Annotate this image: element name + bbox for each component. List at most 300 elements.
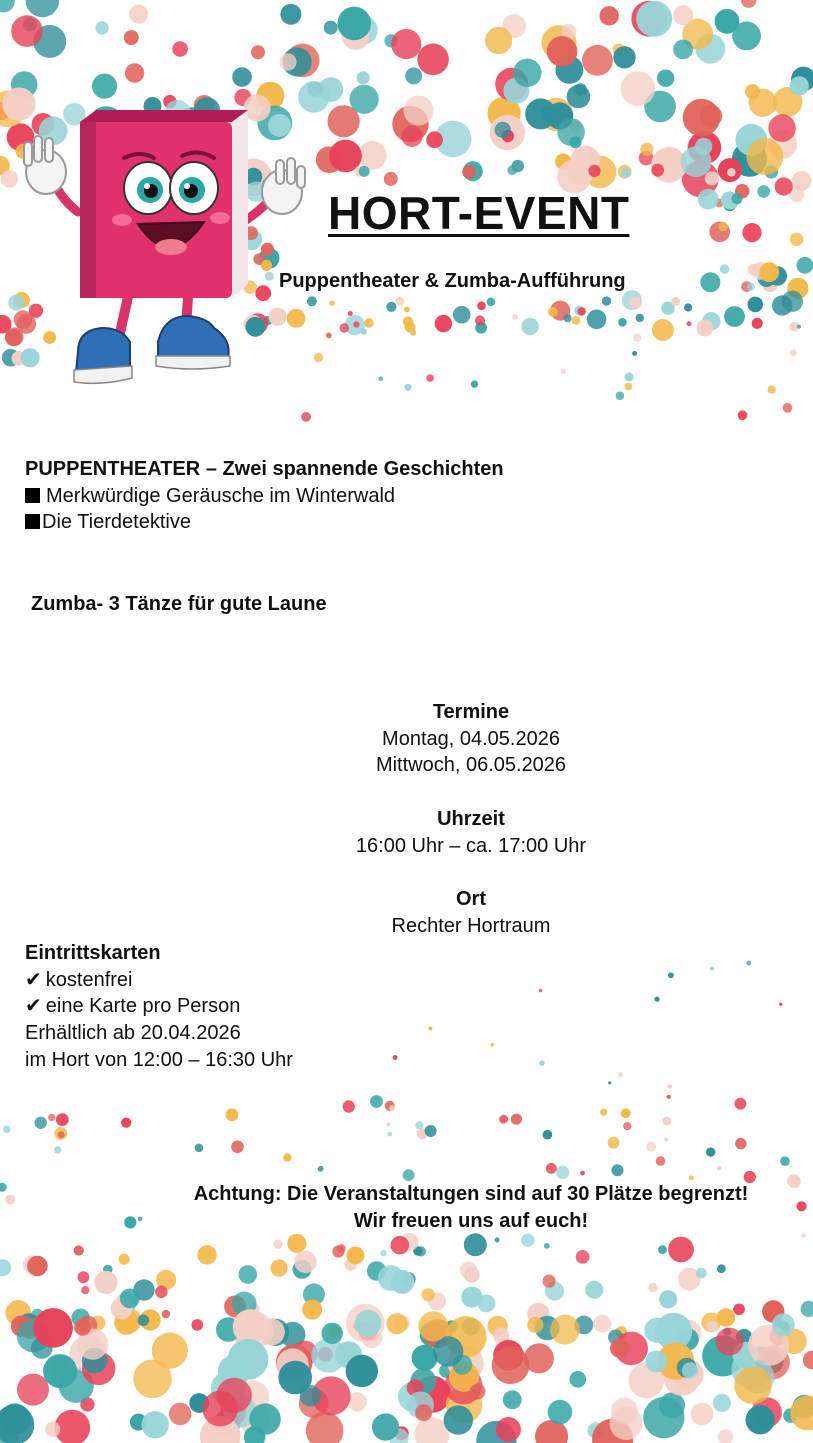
confetti-dot — [380, 1250, 386, 1256]
confetti-dot — [428, 1027, 432, 1031]
confetti-dot — [43, 1354, 77, 1388]
confetti-dot — [632, 351, 637, 356]
confetti-dot — [358, 141, 387, 170]
confetti-dot — [124, 1216, 136, 1228]
confetti-dot — [172, 41, 188, 57]
confetti-dot — [415, 1121, 423, 1129]
confetti-dot — [453, 306, 471, 324]
confetti-dot — [716, 1328, 744, 1356]
confetti-dot — [401, 126, 422, 147]
confetti-dot — [311, 1338, 345, 1372]
confetti-dot — [683, 99, 720, 136]
zumba-heading: Zumba- 3 Tänze für gute Laune — [31, 593, 327, 615]
confetti-dot — [625, 383, 633, 391]
confetti-dot — [630, 296, 642, 308]
confetti-dot — [713, 1394, 731, 1412]
tickets-available-from: Erhältlich ab 20.04.2026 — [25, 1022, 241, 1045]
confetti-dot — [348, 311, 353, 316]
confetti-dot — [621, 71, 656, 106]
confetti-dot — [618, 1072, 623, 1077]
confetti-dot — [416, 1246, 426, 1256]
confetti-dot — [548, 307, 558, 317]
confetti-dot — [125, 63, 144, 82]
confetti-dot — [667, 1095, 671, 1099]
confetti-dot — [195, 1144, 204, 1153]
confetti-dot — [656, 1156, 666, 1166]
page-subtitle: Puppentheater & Zumba-Aufführung — [279, 270, 626, 292]
confetti-dot — [633, 334, 641, 342]
confetti-dot — [640, 143, 653, 156]
list-item-label: Die Tierdetektive — [42, 511, 191, 534]
confetti-dot — [673, 5, 693, 25]
confetti-dot — [585, 1281, 603, 1299]
confetti-dot — [648, 1283, 658, 1293]
confetti-dot — [752, 318, 763, 329]
confetti-dot — [226, 1108, 239, 1121]
list-item-label: kostenfrei — [45, 968, 133, 991]
confetti-dot — [92, 74, 117, 99]
confetti-dot — [741, 0, 756, 8]
confetti-dot — [734, 1367, 772, 1405]
confetti-dot — [487, 298, 496, 307]
confetti-dot — [610, 1407, 643, 1440]
confetti-dot — [724, 306, 745, 327]
confetti-dot — [326, 333, 332, 339]
right-shoe-icon — [156, 316, 230, 369]
confetti-dot — [689, 1175, 694, 1180]
confetti-dot — [26, 0, 60, 17]
confetti-dot — [600, 1109, 607, 1116]
confetti-dot — [621, 168, 631, 178]
confetti-dot — [337, 1244, 346, 1253]
location-section — [270, 886, 672, 939]
confetti-dot — [477, 302, 486, 311]
confetti-dot — [576, 1250, 590, 1264]
confetti-dot — [698, 189, 719, 210]
confetti-dot — [662, 1117, 671, 1126]
confetti-dot — [687, 321, 692, 326]
confetti-dot — [710, 967, 714, 971]
confetti-dot — [543, 1275, 556, 1288]
confetti-dot — [580, 1171, 585, 1176]
capacity-notice: Achtung: Die Veranstaltungen sind auf 30 Plätze begrenzt! — [193, 1183, 749, 1205]
ort-value: Rechter Hortraum — [391, 914, 551, 937]
confetti-dot — [357, 71, 370, 84]
confetti-dot — [129, 5, 148, 24]
confetti-dot — [133, 1360, 172, 1399]
confetti-dot — [790, 1396, 813, 1431]
confetti-dot — [671, 297, 680, 306]
confetti-dot — [251, 45, 265, 59]
confetti-dot — [54, 1410, 90, 1443]
confetti-dot — [783, 403, 793, 413]
confetti-dot — [651, 164, 664, 177]
confetti-dot — [636, 1, 672, 37]
confetti-dot — [279, 53, 296, 70]
confetti-dot — [543, 1130, 553, 1140]
puppentheater-heading: PUPPENTHEATER – Zwei spannende Geschichten — [25, 458, 504, 480]
confetti-dot — [792, 171, 812, 191]
confetti-dot — [779, 1003, 782, 1006]
confetti-dot — [616, 391, 625, 400]
confetti-dot — [343, 1100, 355, 1112]
schedule-section — [270, 699, 672, 779]
confetti-dot — [379, 376, 384, 381]
confetti-dot — [684, 303, 692, 311]
confetti-dot — [539, 1060, 544, 1065]
confetti-dot — [612, 1164, 624, 1176]
confetti-dot — [378, 1265, 404, 1291]
confetti-dot — [748, 297, 764, 313]
confetti-dot — [418, 1311, 448, 1341]
confetti-dot — [492, 1346, 530, 1384]
list-item — [25, 993, 293, 1020]
confetti-dot — [0, 1259, 11, 1276]
confetti-dot — [142, 1411, 169, 1438]
confetti-dot — [124, 30, 139, 45]
confetti-dot — [496, 1417, 521, 1442]
confetti-dot — [768, 114, 796, 142]
confetti-dot — [353, 321, 359, 327]
confetti-dot — [155, 1286, 168, 1299]
left-shoe-icon — [74, 328, 132, 383]
confetti-dot — [426, 131, 443, 148]
confetti-dot — [546, 1163, 557, 1174]
confetti-dot — [738, 410, 748, 420]
confetti-dot — [735, 1138, 746, 1149]
confetti-dot — [386, 1313, 407, 1334]
confetti-dot — [271, 1260, 288, 1277]
confetti-dot — [567, 85, 591, 109]
uhrzeit-heading: Uhrzeit — [437, 808, 505, 830]
confetti-dot — [802, 1234, 806, 1238]
confetti-dot — [386, 302, 396, 312]
confetti-dot — [742, 223, 761, 242]
confetti-dot — [625, 372, 634, 381]
confetti-dot — [415, 1404, 432, 1421]
square-bullet-icon — [25, 488, 40, 503]
confetti-dot — [608, 1081, 611, 1084]
confetti-dot — [347, 1247, 365, 1265]
confetti-dot — [521, 1234, 534, 1247]
confetti-dot — [587, 310, 607, 330]
confetti-dot — [610, 1339, 629, 1358]
confetti-dot — [348, 1392, 367, 1411]
list-item-label: eine Karte pro Person — [45, 995, 241, 1018]
square-bullet-icon — [25, 514, 40, 529]
confetti-dot — [287, 1234, 306, 1253]
confetti-dot — [422, 1288, 435, 1301]
confetti-dot — [570, 1371, 587, 1388]
confetti-dot — [302, 1300, 322, 1320]
confetti-dot — [664, 1138, 668, 1142]
confetti-dot — [231, 1141, 244, 1154]
confetti-dot — [544, 1243, 550, 1249]
confetti-dot — [389, 1105, 395, 1111]
confetti-dot — [658, 1245, 667, 1254]
confetti-dot — [682, 1362, 698, 1378]
confetti-dot — [759, 262, 779, 282]
confetti-dot — [425, 1125, 437, 1137]
confetti-dot — [462, 165, 476, 179]
confetti-dot — [359, 166, 370, 177]
confetti-dot — [772, 1313, 795, 1336]
confetti-dot — [564, 314, 572, 322]
confetti-dot — [733, 1304, 745, 1316]
confetti-dot — [652, 319, 674, 341]
confetti-dot — [48, 1114, 55, 1121]
confetti-dot — [384, 172, 398, 186]
confetti-dot — [322, 1323, 343, 1344]
confetti-dot — [405, 67, 422, 84]
confetti-dot — [732, 22, 761, 51]
confetti-dot — [636, 314, 644, 322]
confetti-dot — [386, 1122, 390, 1126]
confetti-dot — [746, 961, 751, 966]
confetti-dot — [387, 1132, 392, 1137]
confetti-dot — [350, 85, 379, 114]
confetti-dot — [0, 1183, 7, 1192]
confetti-dot — [790, 76, 809, 95]
confetti-dot — [403, 1169, 415, 1181]
confetti-dot — [696, 1268, 707, 1279]
footer-notice — [140, 1181, 802, 1235]
confetti-dot — [0, 0, 15, 13]
confetti-dot — [646, 1142, 656, 1152]
confetti-dot — [426, 374, 434, 382]
confetti-dot — [720, 264, 730, 274]
confetti-dot — [372, 1413, 399, 1440]
tickets-heading: Eintrittskarten — [25, 942, 161, 964]
confetti-dot — [346, 1355, 378, 1387]
confetti-dot — [391, 1236, 410, 1255]
confetti-dot — [539, 989, 542, 992]
confetti-dot — [588, 165, 600, 177]
confetti-dot — [654, 997, 659, 1002]
confetti-dot — [521, 318, 538, 335]
confetti-dot — [280, 4, 301, 25]
confetti-dot — [511, 1114, 522, 1125]
list-item — [25, 509, 504, 536]
greeting-text: Wir freuen uns auf euch! — [353, 1210, 589, 1232]
confetti-dot — [162, 1310, 170, 1318]
confetti-dot — [78, 1271, 90, 1283]
confetti-dot — [797, 257, 813, 274]
confetti-dot — [561, 369, 566, 374]
confetti-dot — [507, 165, 517, 175]
date-item: Montag, 04.05.2026 — [382, 727, 560, 750]
confetti-dot — [192, 1319, 204, 1331]
confetti-dot — [697, 320, 714, 337]
confetti-dot — [396, 297, 405, 306]
list-item — [25, 483, 504, 510]
confetti-dot — [757, 185, 770, 198]
confetti-dot — [485, 27, 512, 54]
confetti-dot — [790, 233, 803, 246]
confetti-dot — [273, 1240, 282, 1249]
confetti-dot — [608, 1137, 620, 1149]
confetti-dot — [593, 1315, 611, 1333]
confetti-dot — [95, 21, 108, 34]
confetti-dot — [718, 222, 728, 232]
confetti-dot — [717, 1264, 726, 1273]
confetti-dot — [74, 1319, 91, 1336]
confetti-dot — [258, 1319, 285, 1346]
confetti-dot — [746, 1405, 775, 1434]
confetti-dot — [17, 1374, 49, 1406]
book-mascot-illustration — [18, 102, 318, 402]
confetti-dot — [417, 44, 449, 76]
confetti-dot — [470, 1384, 486, 1400]
confetti-dot — [768, 385, 776, 393]
confetti-dot — [54, 1146, 62, 1154]
confetti-dot — [578, 307, 586, 315]
confetti-dot — [495, 122, 511, 138]
confetti-dot — [35, 1117, 47, 1129]
confetti-dot — [556, 1166, 569, 1179]
confetti-dot — [600, 6, 619, 25]
confetti-dot — [318, 1166, 324, 1172]
tickets-section — [25, 940, 293, 1074]
confetti-dot — [772, 295, 792, 315]
confetti-dot — [527, 1317, 543, 1333]
confetti-dot — [490, 1043, 494, 1047]
uhrzeit-value: 16:00 Uhr – ca. 17:00 Uhr — [355, 834, 587, 857]
confetti-dot — [56, 1113, 69, 1126]
confetti-dot — [572, 316, 581, 325]
confetti-dot — [668, 1084, 672, 1088]
confetti-dot — [94, 1271, 117, 1294]
confetti-dot — [11, 15, 43, 47]
checkmark-icon: ✔ — [25, 995, 42, 1018]
confetti-dot — [361, 329, 367, 335]
confetti-dot — [404, 307, 410, 313]
confetti-dot — [495, 1238, 500, 1243]
confetti-dot — [499, 1115, 508, 1124]
confetti-dot — [659, 1290, 677, 1308]
confetti-dot — [435, 315, 452, 332]
confetti-dot — [797, 325, 801, 329]
confetti-dot — [582, 45, 613, 76]
confetti-dot — [550, 1315, 580, 1345]
confetti-dot — [717, 1308, 735, 1326]
confetti-dot — [216, 1378, 251, 1413]
right-glove-icon — [262, 158, 305, 214]
confetti-dot — [464, 1267, 479, 1282]
termine-heading: Termine — [432, 701, 510, 723]
confetti-dot — [337, 7, 371, 41]
tickets-hours: im Hort von 12:00 – 16:30 Uhr — [25, 1048, 293, 1071]
confetti-dot — [643, 1397, 684, 1438]
confetti-dot — [602, 296, 611, 305]
confetti-dot — [0, 1405, 34, 1443]
confetti-dot — [33, 1308, 73, 1348]
confetti-dot — [410, 330, 416, 336]
confetti-dot — [547, 36, 578, 67]
confetti-dot — [668, 972, 674, 978]
confetti-dot — [548, 1400, 573, 1425]
confetti-dot — [249, 1403, 280, 1434]
confetti-dot — [749, 89, 777, 117]
confetti-dot — [27, 1256, 48, 1277]
confetti-dot — [645, 1351, 667, 1373]
confetti-dot — [300, 1385, 322, 1407]
confetti-dot — [120, 1288, 140, 1308]
confetti-dot — [81, 1286, 89, 1294]
list-item-label: Merkwürdige Geräusche im Winterwald — [46, 484, 396, 507]
confetti-dot — [74, 1245, 84, 1255]
confetti-dot — [746, 138, 783, 175]
confetti-dot — [735, 1098, 747, 1110]
confetti-dot — [232, 67, 252, 87]
confetti-dot — [364, 318, 373, 327]
confetti-dot — [461, 1287, 482, 1308]
confetti-dot — [464, 1233, 487, 1256]
confetti-dot — [239, 1265, 258, 1284]
page-title: HORT-EVENT — [328, 187, 630, 239]
confetti-dot — [569, 136, 581, 148]
confetti-dot — [803, 1351, 813, 1370]
confetti-dot — [405, 384, 412, 391]
confetti-dot — [393, 1055, 398, 1060]
confetti-dot — [747, 283, 755, 291]
confetti-dot — [732, 193, 743, 204]
confetti-dot — [121, 1118, 131, 1128]
confetti-dot — [621, 1108, 631, 1118]
confetti-dot — [329, 301, 334, 306]
confetti-dot — [340, 323, 349, 332]
confetti-dot — [119, 1254, 130, 1265]
confetti-dot — [228, 1339, 269, 1380]
confetti-dot — [623, 1122, 631, 1130]
confetti-dot — [780, 1156, 790, 1166]
confetti-dot — [717, 1166, 722, 1171]
list-item — [25, 967, 293, 994]
confetti-dot — [391, 29, 421, 59]
confetti-dot — [471, 380, 478, 387]
confetti-dot — [475, 315, 485, 325]
confetti-dot — [618, 318, 627, 327]
confetti-dot — [790, 349, 797, 356]
confetti-dot — [370, 1095, 383, 1108]
confetti-dot — [673, 40, 693, 60]
confetti-dot — [294, 1251, 316, 1273]
confetti-dot — [45, 1422, 60, 1437]
confetti-dot — [707, 1321, 718, 1332]
confetti-dot — [197, 1245, 216, 1264]
confetti-dot — [5, 1195, 15, 1205]
confetti-dot — [513, 59, 541, 87]
confetti-dot — [444, 1405, 473, 1434]
time-section — [270, 806, 672, 859]
confetti-dot — [691, 1403, 714, 1426]
confetti-dot — [775, 177, 793, 195]
confetti-dot — [657, 70, 674, 87]
confetti-dot — [58, 1131, 65, 1138]
checkmark-icon: ✔ — [25, 968, 42, 991]
confetti-dot — [1, 170, 18, 187]
confetti-dot — [283, 1153, 291, 1161]
confetti-dot — [541, 106, 557, 122]
confetti-dot — [727, 168, 736, 177]
confetti-dot — [169, 1403, 192, 1426]
left-glove-icon — [24, 136, 66, 194]
confetti-dot — [681, 146, 712, 177]
confetti-dot — [706, 1147, 715, 1156]
confetti-dot — [324, 21, 338, 35]
confetti-dot — [705, 171, 719, 185]
confetti-dot — [138, 1315, 150, 1327]
